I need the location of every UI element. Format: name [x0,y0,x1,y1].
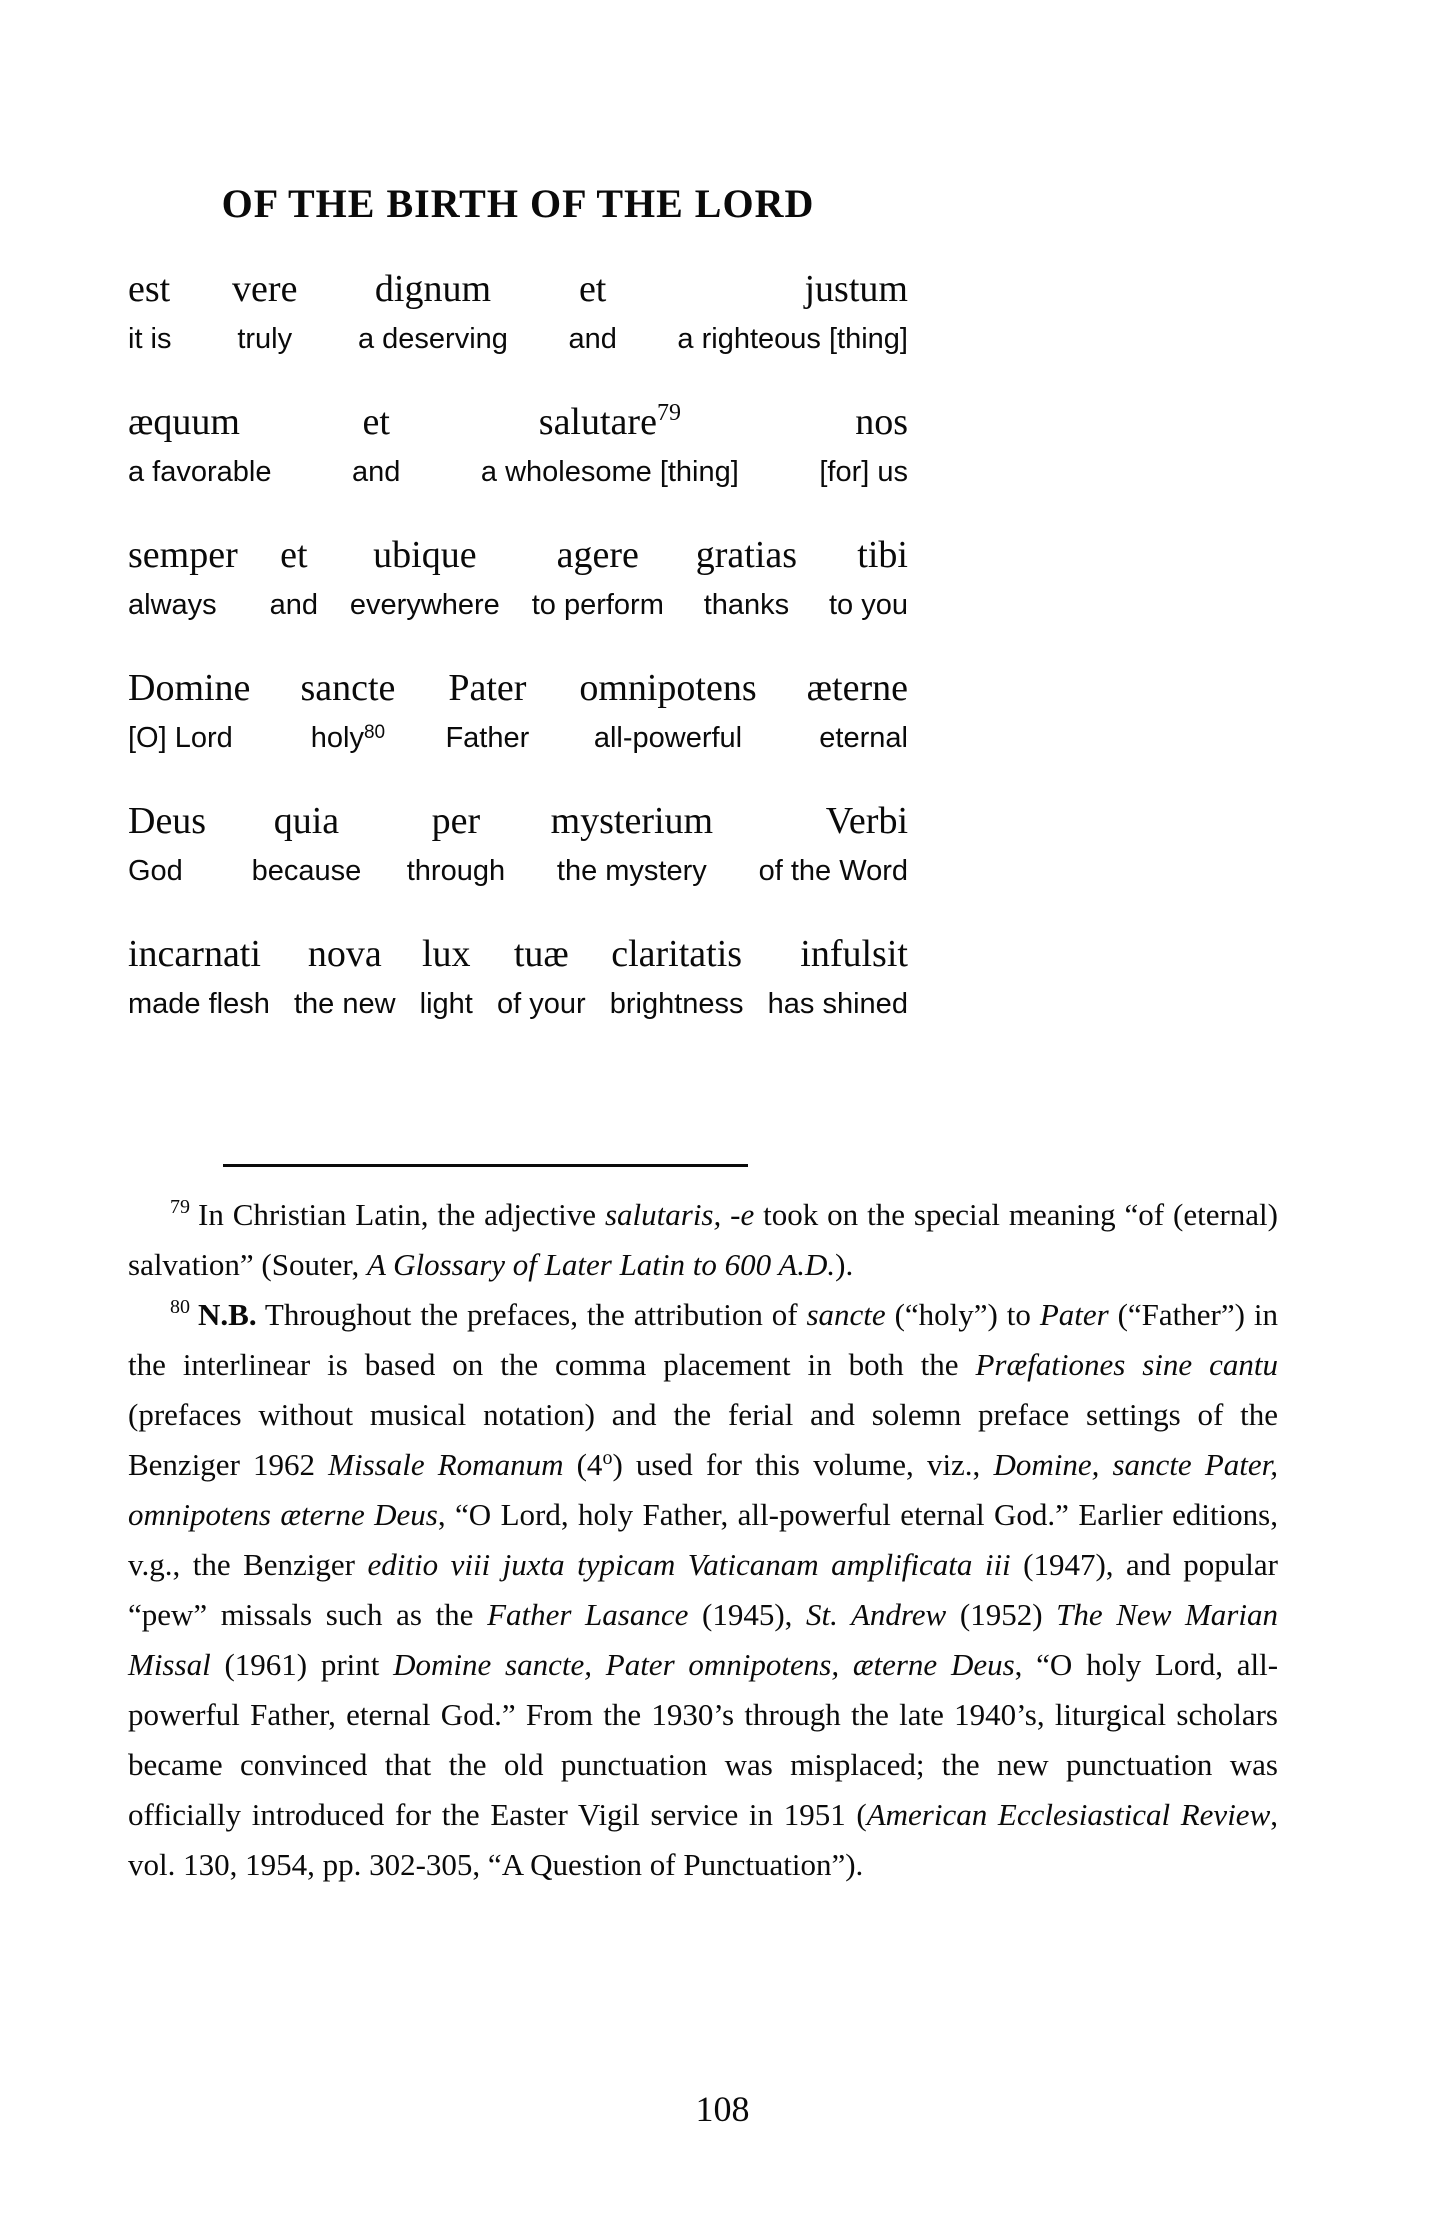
footnote-text-segment: took on the special meaning “of (eternal) salvation” (Souter, [128,1197,1278,1282]
latin-word: agere [556,534,639,576]
footnote-text-segment: o [602,1447,613,1469]
english-gloss: a wholesome [thing] [480,456,739,488]
interlinear-row [128,528,908,628]
interlinear-row [128,395,908,495]
word-pair [497,927,586,1027]
footnote-text-segment: (prefaces without musical notation) and the ferial and solemn preface settings of the Benziger 1962 [128,1397,1278,1482]
latin-word: et [362,401,390,443]
footnote [128,1290,1278,1890]
english-gloss: a favorable [128,456,272,488]
latin-word: est [128,268,171,310]
latin-word: ubique [373,534,477,576]
footnote-text-segment: , “O Lord, holy Father, all-powerful eternal God.” Earlier editions, v.g., the Benziger [128,1497,1278,1582]
footnote-text-segment: (1952) [946,1597,1057,1632]
latin-word: æquum [128,401,240,443]
interlinear-row [128,262,908,362]
word-pair [352,395,400,495]
english-gloss: Father [445,722,530,754]
word-pair [768,927,908,1027]
latin-word: nova [307,933,382,975]
word-pair [819,395,908,495]
interlinear-row [128,661,908,761]
english-gloss: the mystery [556,855,707,887]
word-pair [270,528,318,628]
page-title: OF THE BIRTH OF THE LORD [221,181,815,226]
word-pair [407,794,505,894]
word-pair [610,927,744,1027]
footnote-text-segment: American Ecclesiastical Review [866,1797,1271,1832]
latin-word: salutare$^{79}$ [538,400,681,443]
english-gloss: to you [828,589,908,621]
english-gloss: [O] Lord [128,722,233,754]
english-gloss: always [128,589,217,621]
english-gloss: of the Word [758,855,908,887]
latin-word: sancte [300,667,396,709]
english-gloss: and [568,323,617,355]
word-pair [350,528,500,628]
latin-word: tibi [857,534,908,576]
footnote-marker: 79 [170,1196,190,1218]
english-gloss: a deserving [357,323,508,355]
footnote-text-segment: The New Marian Missal [128,1597,1278,1682]
word-pair [128,661,250,761]
footnote-ref: 79 [656,400,681,426]
latin-word: infulsit [800,933,908,975]
footnote-text-segment: (“holy”) to [885,1297,1040,1332]
word-pair [252,794,362,894]
word-pair [128,794,206,894]
footnote-ref: 80 [363,722,386,743]
footnote-text-segment: In Christian Latin, the adjective [198,1197,605,1232]
footnote-text-segment: editio viii juxta typicam Vaticanam amplificata iii [367,1547,1011,1582]
footnote-text-segment: (1961) print [210,1647,394,1682]
word-pair [358,262,508,362]
interlinear-row [128,927,908,1027]
english-gloss: everywhere [349,589,500,621]
latin-word: Deus [128,800,207,842]
footnote-marker: 80 [170,1296,190,1318]
word-pair [232,262,297,362]
latin-word: dignum [374,268,492,310]
footnote-text-segment: A Glossary of Later Latin to 600 A.D. [366,1247,836,1282]
footnote-text-segment: ) used for this volume, viz., [612,1447,994,1482]
latin-word: per [431,800,481,842]
footnote-text-segment: sancte [806,1297,886,1332]
word-pair [481,395,739,495]
footnote-text-segment: , “O holy Lord, all-powerful Father, eternal God.” From the 1930’s through the late 1940’s, liturgical scholars became convinced that the old punctuation was misplaced; the new punctuation was officially introduced for the Easter Vigil service in 1951 ( [128,1647,1279,1832]
footnote [128,1190,1278,1290]
footnote-text-segment: Father Lasance [487,1597,689,1632]
footnote-text-segment: (“Father”) in the interlinear is based on the comma placement in both the [128,1297,1278,1382]
word-pair [677,262,908,362]
footnote-text-segment: (1947), and popular “pew” missals such as the [128,1547,1278,1632]
word-pair [807,661,908,761]
english-gloss: thanks [703,589,790,621]
word-pair [579,661,756,761]
latin-word: et [280,534,308,576]
word-pair [532,528,664,628]
latin-word: omnipotens [579,667,757,709]
english-gloss: truly [237,323,293,355]
english-gloss: light [419,988,473,1020]
word-pair [128,262,172,362]
footnote-text-segment: Præfationes sine cantu [975,1347,1278,1382]
latin-word: gratias [695,534,798,576]
english-gloss: brightness [609,988,744,1020]
latin-word: incarnati [128,933,261,975]
page-number: 108 [695,2089,750,2129]
footnote-text-segment: (1945), [688,1597,807,1632]
word-pair [128,395,272,495]
footnote-text-segment: Pater [1039,1297,1109,1332]
english-gloss: has shined [767,988,908,1020]
english-gloss: [for] us [819,456,908,488]
latin-word: vere [232,268,298,310]
interlinear-row [128,794,908,894]
english-gloss: through [406,855,506,887]
word-pair [551,794,714,894]
latin-word: æterne [806,667,908,709]
english-gloss: holy$^{80}$ [310,722,386,754]
latin-word: justum [804,268,908,310]
footnote-text-segment: (4 [563,1447,603,1482]
english-gloss: and [269,589,319,621]
latin-word: nos [855,401,908,443]
latin-word: semper [128,534,238,576]
footnote-text-segment: Missale Romanum [328,1447,564,1482]
english-gloss: all-powerful [593,722,743,754]
latin-word: Verbi [825,800,908,842]
word-pair [696,528,797,628]
word-pair [829,528,908,628]
footnote-text-segment: Domine sancte, Pater omnipotens, æterne Deus [393,1647,1015,1682]
footnote-text-segment: , vol. 130, 1954, pp. 302-305, “A Question of Punctuation”). [128,1797,1278,1882]
word-pair [294,927,396,1027]
english-gloss: it is [128,323,172,355]
latin-word: claritatis [611,933,743,975]
latin-word: et [578,268,607,310]
latin-word: tuæ [513,933,569,975]
footnote-separator-rule [223,1164,748,1167]
word-pair [300,661,395,761]
latin-word: lux [421,933,471,975]
footnote-text-segment: ). [835,1247,854,1282]
english-gloss: the new [293,988,396,1020]
word-pair [568,262,616,362]
word-pair [420,927,473,1027]
footnote-text-segment: N.B. [198,1297,257,1332]
word-pair [128,528,238,628]
latin-word: Domine [128,667,251,709]
latin-word: mysterium [550,800,714,842]
footnote-text-segment: St. Andrew [806,1597,947,1632]
footnote-text-segment: Throughout the prefaces, the attribution of [256,1297,807,1332]
english-gloss: to perform [531,589,664,621]
english-gloss: made flesh [128,988,270,1020]
english-gloss: a righteous [thing] [677,323,908,355]
english-gloss: because [251,855,362,887]
word-pair [128,927,270,1027]
footnotes-block [128,1190,1278,1890]
latin-word: Pater [448,667,527,709]
footnote-text-segment: salutaris, -e [604,1197,755,1232]
footnote-text-segment: Domine, sancte Pater, omnipotens æterne Deus [128,1447,1279,1532]
english-gloss: eternal [819,722,908,754]
english-gloss: and [352,456,401,488]
english-gloss: God [128,855,183,887]
word-pair [445,661,529,761]
interlinear-block [128,262,908,1060]
word-pair [759,794,908,894]
english-gloss: of your [496,988,586,1020]
latin-word: quia [273,800,340,842]
